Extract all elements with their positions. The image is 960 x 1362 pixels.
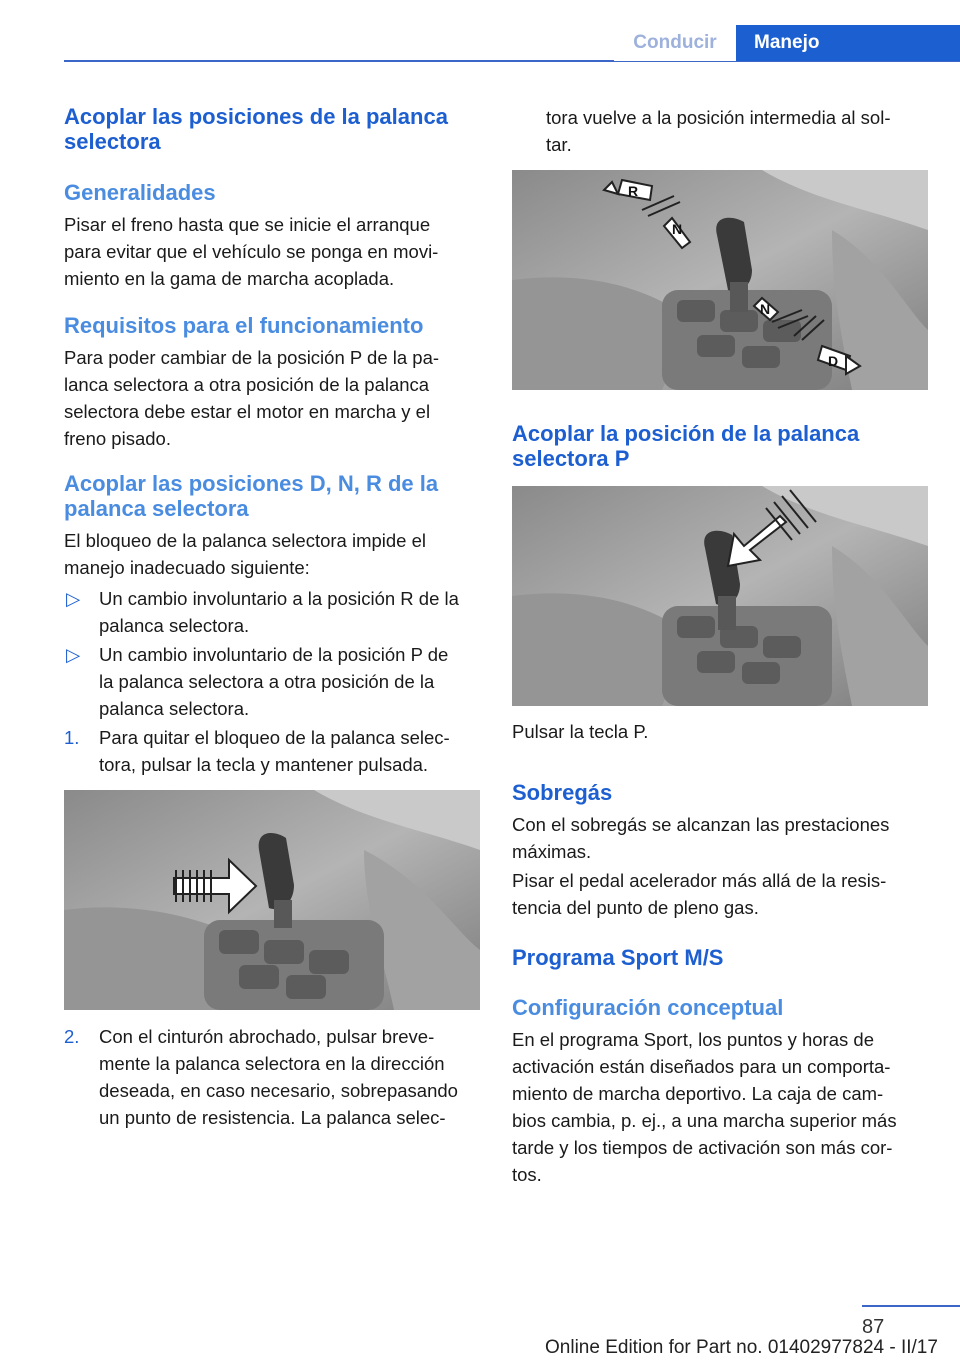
- paragraph-line: En el programa Sport, los puntos y horas de: [512, 1029, 874, 1050]
- photo-selector-lever-unlock: [64, 790, 480, 1010]
- bullet-line: palanca selectora.: [99, 615, 250, 636]
- heading-acoplar-p-l1: Acoplar la posición de la palanca: [512, 421, 860, 446]
- paragraph-line: freno pisado.: [64, 428, 171, 449]
- paragraph-line: miento de marcha deportivo. La caja de cam-: [512, 1083, 884, 1104]
- paragraph-line: Para poder cambiar de la posición P de la pa-: [64, 347, 440, 368]
- step-line: un punto de resistencia. La palanca selec-: [99, 1107, 446, 1128]
- tab-manejo[interactable]: Manejo: [736, 25, 960, 61]
- page-number: 87: [862, 1316, 885, 1338]
- section-title-l2: selectora: [64, 129, 161, 154]
- bullet-line: palanca selectora.: [99, 698, 250, 719]
- step-line: Con el cinturón abrochado, pulsar breve-: [99, 1026, 435, 1047]
- paragraph-line: máximas.: [512, 841, 592, 862]
- paragraph-line: para evitar que el vehículo se ponga en movi-: [64, 241, 439, 262]
- step-line: mente la palanca selectora en la dirección: [99, 1053, 445, 1074]
- paragraph-line: activación están diseñados para un comporta-: [512, 1056, 891, 1077]
- shift-label-n-2: N: [760, 301, 771, 317]
- step-line: Para quitar el bloqueo de la palanca selec-: [99, 727, 450, 748]
- paragraph-line: Con el sobregás se alcanzan las prestaciones: [512, 814, 890, 835]
- paragraph-line: lanca selectora a otra posición de la palanca: [64, 374, 430, 395]
- heading-programa-sport: Programa Sport M/S: [512, 945, 724, 970]
- paragraph-line: tos.: [512, 1164, 542, 1185]
- paragraph-line: El bloqueo de la palanca selectora impide el: [64, 530, 427, 551]
- paragraph-line: Pisar el freno hasta que se inicie el arranque: [64, 214, 431, 235]
- bullet-marker-icon: ▷: [66, 588, 81, 609]
- paragraph-pulsar: Pulsar la tecla P.: [512, 721, 649, 742]
- paragraph-line: bios cambia, p. ej., a una marcha superior más: [512, 1110, 897, 1131]
- bullet-marker-icon: ▷: [66, 644, 81, 665]
- photo-park-button: [512, 486, 928, 706]
- paragraph-line: tarde y los tiempos de activación son más cor-: [512, 1137, 893, 1158]
- edition-text: Online Edition for Part no. 01402977824 - II/17: [545, 1337, 938, 1358]
- tab-conducir[interactable]: Conducir: [614, 25, 736, 61]
- paragraph-line: selectora debe estar el motor en marcha y el: [64, 401, 431, 422]
- paragraph-line: Pisar el pedal acelerador más allá de la resis-: [512, 870, 887, 891]
- heading-configuracion: Configuración conceptual: [512, 995, 784, 1020]
- bullet-line: Un cambio involuntario de la posición P de: [99, 644, 449, 665]
- shift-label-r: R: [628, 183, 639, 199]
- shift-label-d: D: [828, 353, 839, 369]
- paragraph-line: miento en la gama de marcha acoplada.: [64, 268, 395, 289]
- heading-generalidades: Generalidades: [64, 180, 216, 205]
- step-line: deseada, en caso necesario, sobrepasando: [99, 1080, 458, 1101]
- section-title-l1: Acoplar las posiciones de la palanca: [64, 104, 448, 129]
- chapter-tabs: [0, 25, 960, 61]
- heading-acoplar-dnr-l1: Acoplar las posiciones D, N, R de la: [64, 471, 439, 496]
- bullet-line: Un cambio involuntario a la posición R de la: [99, 588, 459, 609]
- heading-requisitos: Requisitos para el funcionamiento: [64, 313, 424, 338]
- shift-label-n: N: [672, 221, 683, 237]
- step-number: 2.: [64, 1026, 80, 1047]
- continuation-line: tar.: [546, 134, 572, 155]
- paragraph-line: tencia del punto de pleno gas.: [512, 897, 759, 918]
- paragraph-line: manejo inadecuado siguiente:: [64, 557, 310, 578]
- heading-acoplar-dnr-l2: palanca selectora: [64, 496, 249, 521]
- heading-acoplar-p-l2: selectora P: [512, 446, 630, 471]
- step-number: 1.: [64, 727, 80, 748]
- footer-rule: [862, 1305, 960, 1307]
- step-line: tora, pulsar la tecla y mantener pulsada.: [99, 754, 429, 775]
- bullet-line: la palanca selectora a otra posición de la: [99, 671, 435, 692]
- continuation-line: tora vuelve a la posición intermedia al sol-: [546, 107, 891, 128]
- photo-shift-directions: [512, 170, 928, 390]
- heading-sobregas: Sobregás: [512, 780, 613, 805]
